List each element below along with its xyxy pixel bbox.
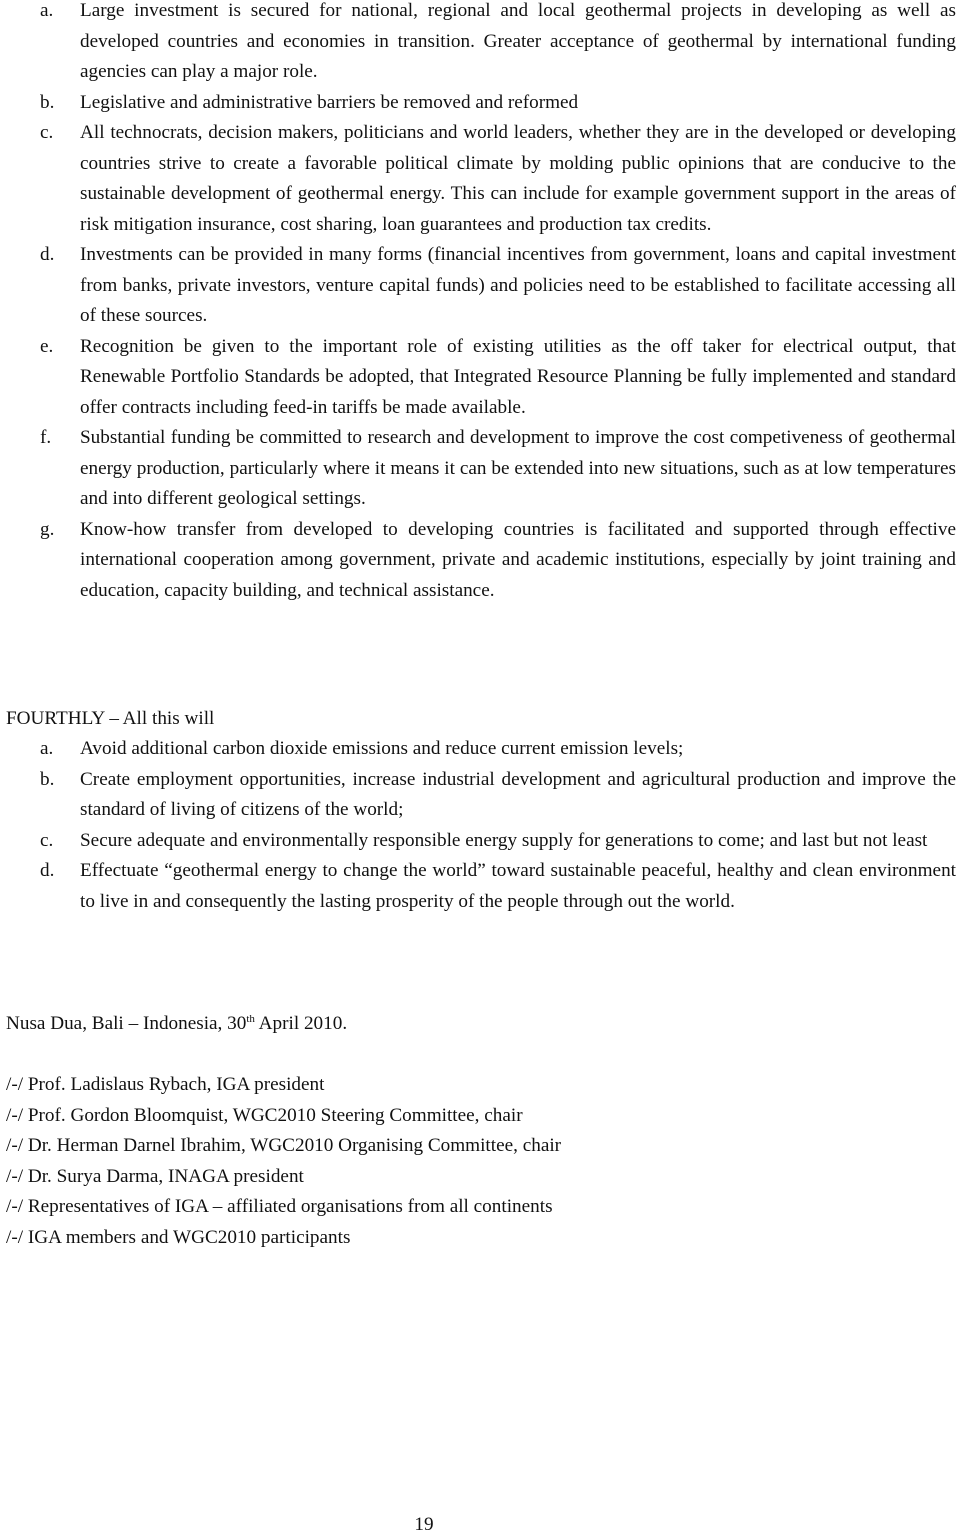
list-item-text: Investments can be provided in many forms (financial incentives from government, loans and capital investment from banks, private investors, venture capital funds) and policies need to be established to facilitate accessing all of these sources.	[80, 244, 956, 326]
list-marker: d.	[40, 244, 55, 265]
list-marker: d.	[40, 860, 55, 881]
signatory: /-/ IGA members and WGC2010 participants	[6, 1226, 351, 1248]
list-item-text: All technocrats, decision makers, politicians and world leaders, whether they are in the developed or developing countries strive to create a favorable political climate by molding public opinions that are conducive to the sustainable development of geothermal energy. This can include for example government support in the areas of risk mitigation insurance, cost sharing, loan guarantees and production tax credits.	[80, 122, 956, 235]
place-date	[6, 1009, 347, 1039]
list-item-text: Legislative and administrative barriers be removed and reformed	[80, 91, 579, 113]
list-item-text: Large investment is secured for national, regional and local geothermal projects in developing as well as developed countries and economies in transition. Greater acceptance of geothermal by international funding agencies can play a major role.	[80, 0, 956, 82]
fourthly-heading: FOURTHLY – All this will	[6, 708, 215, 729]
list-marker: a.	[40, 738, 54, 759]
list-item	[6, 118, 956, 240]
signatory: /-/ Dr. Surya Darma, INAGA president	[6, 1165, 304, 1187]
list-item-text: Know-how transfer from developed to developing countries is facilitated and supported through effective international cooperation among government, private and academic institutions, especially by joint training and education, capacity building, and technical assistance.	[80, 518, 956, 601]
list-marker: b.	[40, 768, 55, 790]
outcomes-list	[6, 734, 956, 917]
list-item-text: Substantial funding be committed to research and development to improve the cost competiveness of geothermal energy production, particularly where it means it can be extended into new situations, such as at low temperatures and into different geological settings.	[80, 427, 956, 509]
list-item	[6, 734, 956, 765]
list-item	[6, 515, 956, 607]
list-marker: a.	[40, 0, 54, 21]
list-item-text: Effectuate “geothermal energy to change the world” toward sustainable peaceful, healthy and clean environment to live in and consequently the lasting prosperity of the people through out the world.	[80, 860, 956, 912]
place-date-ordinal: th	[246, 1013, 255, 1025]
signatory: /-/ Prof. Gordon Bloomquist, WGC2010 Steering Committee, chair	[6, 1104, 523, 1126]
list-item	[6, 826, 956, 857]
list-item-text: Secure adequate and environmentally responsible energy supply for generations to come; and last but not least	[80, 829, 928, 851]
signatory: /-/ Representatives of IGA – affiliated organisations from all continents	[6, 1196, 553, 1217]
list-item-text: Create employment opportunities, increase industrial development and agricultural production and improve the standard of living of citizens of the world;	[80, 768, 956, 820]
list-marker: c.	[40, 122, 54, 143]
list-item	[6, 765, 956, 826]
list-item-text: Avoid additional carbon dioxide emissions and reduce current emission levels;	[80, 738, 684, 759]
list-marker: f.	[40, 427, 52, 448]
place-date-main: Nusa Dua, Bali – Indonesia, 30	[6, 1013, 247, 1034]
signatory: /-/ Prof. Ladislaus Rybach, IGA president	[6, 1074, 325, 1095]
list-marker: e.	[40, 335, 54, 357]
list-item	[6, 856, 956, 917]
list-item	[6, 0, 956, 88]
list-marker: g.	[40, 518, 55, 540]
page-number: 19	[414, 1514, 434, 1535]
signatory: /-/ Dr. Herman Darnel Ibrahim, WGC2010 Organising Committee, chair	[6, 1135, 562, 1156]
list-item	[6, 88, 956, 119]
signatories-list	[6, 1070, 561, 1253]
list-item	[6, 332, 956, 424]
list-item	[6, 240, 956, 332]
recommendations-list	[6, 0, 956, 606]
list-item	[6, 423, 956, 515]
list-marker: c.	[40, 829, 54, 851]
list-item-text: Recognition be given to the important role of existing utilities as the off taker for electrical output, that Renewable Portfolio Standards be adopted, that Integrated Resource Planning be fully implemented and standard offer contracts including feed-in tariffs be made available.	[80, 335, 956, 418]
place-date-rest: April 2010.	[254, 1013, 348, 1034]
list-marker: b.	[40, 91, 55, 113]
